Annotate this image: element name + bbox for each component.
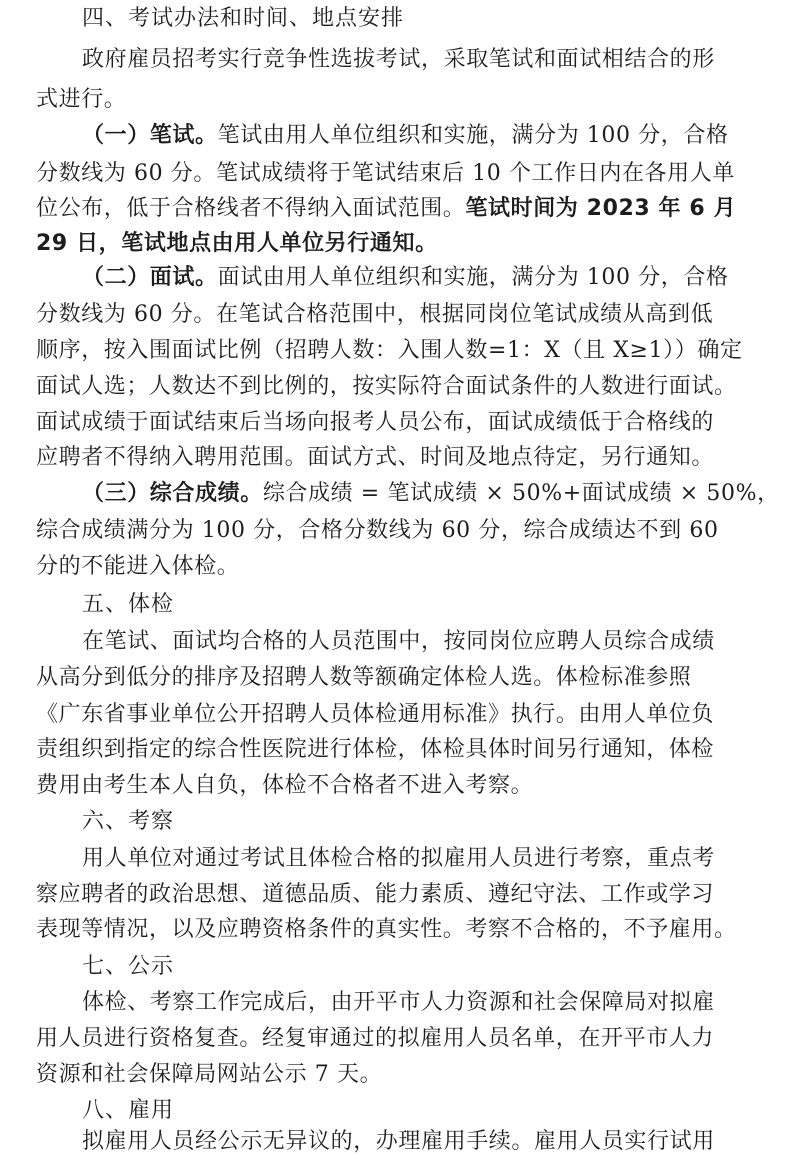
interview-line-5: 面试成绩于面试结束后当场向报考人员公布，面试成绩低于合格线的	[36, 410, 715, 435]
section-5-line-2: 从高分到低分的排序及招聘人数等额确定体检人选。体检标准参照	[36, 665, 692, 690]
section-8-heading: 八、雇用	[82, 1098, 175, 1123]
interview-line-2: 分数线为 60 分。在笔试合格范围中，根据同岗位笔试成绩从高到低	[36, 302, 714, 327]
written-test-location-bold: 29 日，笔试地点由用人单位另行通知。	[36, 231, 438, 256]
total-score-line-2: 综合成绩满分为 100 分，合格分数线为 60 分，综合成绩达不到 60	[36, 518, 719, 543]
section-7-line-2: 用人员进行资格复查。经复审通过的拟雇用人员名单，在开平市人力	[36, 1026, 715, 1051]
section-5-heading: 五、体检	[82, 592, 175, 617]
interview-line-4: 面试人选；人数达不到比例的，按实际符合面试条件的人数进行面试。	[36, 374, 737, 399]
section-7-line-3: 资源和社会保障局网站公示 7 天。	[36, 1062, 383, 1087]
section-6-line-2: 察应聘者的政治思想、道德品质、能力素质、遵纪守法、工作或学习	[36, 882, 715, 907]
section-4-intro-line-1: 政府雇员招考实行竞争性选拔考试，采取笔试和面试相结合的形	[82, 47, 715, 72]
section-4-intro-line-2: 式进行。	[36, 87, 127, 112]
section-6-line-1: 用人单位对通过考试且体检合格的拟雇用人员进行考察，重点考	[82, 846, 715, 871]
written-test-label: （一）笔试。	[82, 123, 218, 148]
section-8-line-1: 拟雇用人员经公示无异议的，办理雇用手续。雇用人员实行试用	[82, 1129, 715, 1154]
section-5-line-3: 《广东省事业单位公开招聘人员体检通用标准》执行。由用人单位负	[36, 702, 715, 727]
section-5-line-5: 费用由考生本人自负，体检不合格者不进入考察。	[36, 773, 534, 798]
total-score-line-3: 分的不能进入体检。	[36, 554, 240, 579]
section-5-line-4: 责组织到指定的综合性医院进行体检，体检具体时间另行通知，体检	[36, 737, 715, 762]
section-5-line-1: 在笔试、面试均合格的人员范围中，按同岗位应聘人员综合成绩	[82, 629, 715, 654]
written-test-line-1-text: 笔试由用人单位组织和实施，满分为 100 分，合格	[217, 123, 729, 148]
section-7-line-1: 体检、考察工作完成后，由开平市人力资源和社会保障局对拟雇	[82, 990, 715, 1015]
section-6-heading: 六、考察	[82, 809, 175, 834]
interview-line-1-text: 面试由用人单位组织和实施，满分为 100 分，合格	[217, 265, 729, 290]
written-test-line-3-text: 位公布，低于合格线者不得纳入面试范围。	[36, 196, 466, 221]
written-test-time-bold: 笔试时间为 2023 年 6 月	[465, 196, 737, 221]
section-7-heading: 七、公示	[82, 954, 175, 979]
written-test-line-1	[82, 121, 729, 153]
written-test-line-2: 分数线为 60 分。笔试成绩将于笔试结束后 10 个工作日内在各用人单	[36, 161, 735, 186]
total-score-label: （三）综合成绩。	[82, 481, 263, 506]
section-6-line-3: 表现等情况，以及应聘资格条件的真实性。考察不合格的，不予雇用。	[36, 917, 737, 942]
interview-line-3: 顺序，按入围面试比例（招聘人数：入围人数=1：X（且 X≥1））确定	[36, 338, 743, 363]
section-4-heading: 四、考试办法和时间、地点安排	[82, 6, 405, 31]
interview-line-6: 应聘者不得纳入聘用范围。面试方式、时间及地点待定，另行通知。	[36, 445, 715, 470]
interview-label: （二）面试。	[82, 265, 218, 290]
total-score-line-1-text: 综合成绩 = 笔试成绩 × 50%+面试成绩 × 50%，	[262, 481, 780, 506]
interview-line-1	[82, 263, 729, 295]
written-test-line-3	[36, 194, 736, 226]
total-score-line-1	[82, 479, 780, 511]
